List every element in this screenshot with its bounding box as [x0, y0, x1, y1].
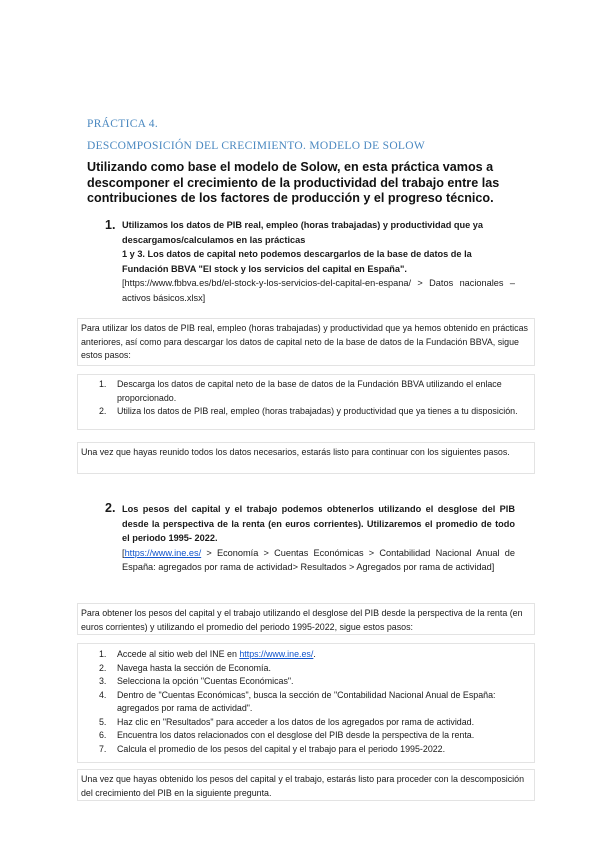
- section-1-line1: Utilizamos los datos de PIB real, empleo (horas trabajadas) y productividad que ya descargamos/calculamos en las prácticas: [122, 220, 483, 245]
- list-item: 1. Descarga los datos de capital neto de la base de datos de la Fundación BBVA utilizando el enlace proporcionado.: [99, 379, 502, 403]
- ine-link[interactable]: https://www.ine.es/: [124, 547, 202, 558]
- section-1-number: 1.: [105, 218, 116, 232]
- explanation-text-2: Una vez que hayas reunido todos los datos necesarios, estarás listo para continuar con los siguientes pasos.: [81, 447, 510, 457]
- explanation-text-3: Para obtener los pesos del capital y el trabajo utilizando el desglose del PIB desde la perspectiva de la renta (en euros corrientes) y utilizando el promedio del periodo 1995-2022, sigue estos pasos:: [81, 608, 523, 632]
- list-item: 2. Utiliza los datos de PIB real, empleo (horas trabajadas) y productividad que ya tienes a tu disposición.: [99, 406, 518, 416]
- list-item: 4. Dentro de "Cuentas Económicas", busca la sección de "Contabilidad Nacional Anual de España: agregados por rama de actividad".: [99, 689, 496, 713]
- explanation-box-1: [77, 318, 535, 366]
- section-2-number: 2.: [105, 501, 116, 515]
- section-2-text: Los pesos del capital y el trabajo podemos obtenerlos utilizando el desglose del PIB desde la perspectiva de la renta (en euros corrientes). Utilizaremos el promedio de todo el periodo 1995- 2022. [https://www.ine.es/ > Economía > Cuentas Económicas > Contabilidad Nacional Anual de España: agregados por rama de actividad> Resultados > Agregados por rama de actividad]: [122, 504, 515, 572]
- list-item: 3. Selecciona la opción "Cuentas Económicas".: [99, 676, 294, 686]
- steps-list-2: [99, 648, 531, 756]
- section-1-source: [https://www.fbbva.es/bd/el-stock-y-los-servicios-del-capital-en-espana/ > Datos nacionales – activos básicos.xlsx]: [122, 278, 515, 303]
- explanation-box-2: [77, 442, 535, 474]
- steps-list-1: [99, 378, 531, 419]
- section-1-text: [122, 218, 515, 305]
- section-2-bold: Los pesos del capital y el trabajo podemos obtenerlos utilizando el desglose del PIB desde la perspectiva de la renta (en euros corrientes). Utilizaremos el promedio de todo el periodo 1995- 2022.: [122, 504, 515, 543]
- intro-paragraph: Utilizando como base el modelo de Solow, en esta práctica vamos a descomponer el crecimiento de la productividad del trabajo entre las contribuciones de los factores de producción y el progreso técnico.: [87, 160, 500, 205]
- list-item: 1. Accede al sitio web del INE en https://www.ine.es/.: [99, 649, 316, 659]
- explanation-text-4: Una vez que hayas obtenido los pesos del capital y el trabajo, estarás listo para proceder con la descomposición del crecimiento del PIB en la siguiente pregunta.: [81, 774, 525, 798]
- list-item: 5. Haz clic en "Resultados" para acceder a los datos de los agregados por rama de actividad.: [99, 716, 475, 727]
- list-item: 6. Encuentra los datos relacionados con el desglose del PIB desde la perspectiva de la renta.: [99, 730, 475, 740]
- steps-box-2: [77, 643, 535, 763]
- ine-link-step[interactable]: https://www.ine.es/: [239, 649, 314, 659]
- practice-title: PRÁCTICA 4.: [87, 118, 159, 130]
- list-item: 7. Calcula el promedio de los pesos del capital y el trabajo para el periodo 1995-2022.: [99, 743, 446, 754]
- practice-subtitle: DESCOMPOSICIÓN DEL CRECIMIENTO. MODELO DE SOLOW: [87, 140, 426, 152]
- section-2-source: > Economía > Cuentas Económicas > Contabilidad Nacional Anual de España: agregados por rama de actividad> Resultados > Agregados por rama de actividad]: [122, 547, 515, 572]
- section-1-line2: 1 y 3. Los datos de capital neto podemos descargarlos de la base de datos de la Fundación BBVA "El stock y los servicios del capital en España".: [122, 249, 472, 274]
- explanation-box-4: [77, 769, 535, 801]
- explanation-text-1: Para utilizar los datos de PIB real, empleo (horas trabajadas) y productividad que ya hemos obtenido en prácticas anteriores, así como para descargar los datos de capital neto de la base de datos de la Fundación BBVA, sigue estos pasos:: [81, 323, 528, 360]
- explanation-box-3: [77, 603, 535, 635]
- list-item: 2. Navega hasta la sección de Economía.: [99, 662, 271, 673]
- steps-box-1: [77, 374, 535, 430]
